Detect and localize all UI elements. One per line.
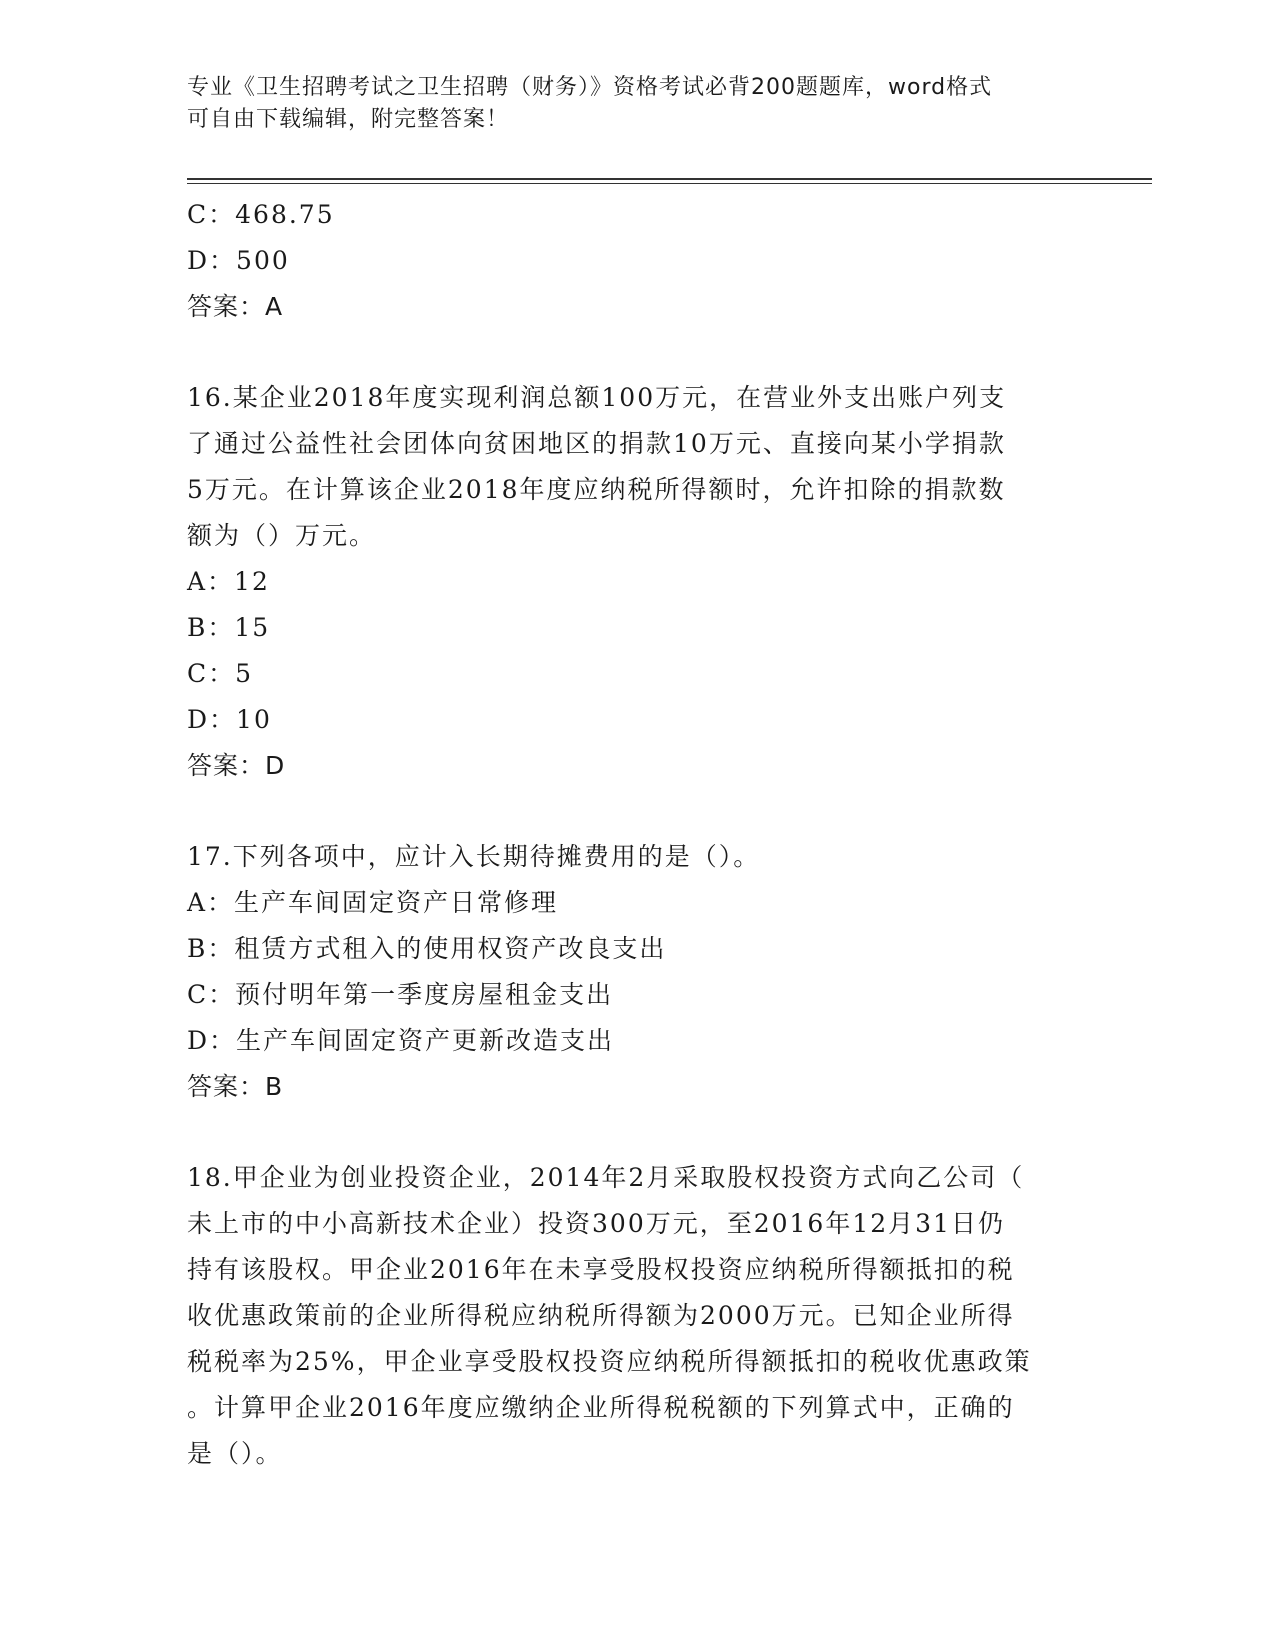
answer-line: 答案：A (187, 292, 284, 321)
question-stem-line: 17.下列各项中，应计入长期待摊费用的是（）。 (187, 842, 761, 871)
question-content (187, 192, 1087, 1477)
header-title-line-1: 专业《卫生招聘考试之卫生招聘（财务）》资格考试必背200题题库，word格式 (187, 75, 993, 100)
option-line: B：租赁方式租入的使用权资产改良支出 (187, 934, 667, 963)
question-stem-line: 是（）。 (187, 1439, 283, 1468)
block-gap (187, 1110, 1087, 1155)
question-stem-line: 未上市的中小高新技术企业）投资300万元，至2016年12月31日仍 (187, 1209, 1005, 1238)
question-stem-line: 了通过公益性社会团体向贫困地区的捐款10万元、直接向某小学捐款 (187, 429, 1006, 458)
header-title-line-2: 可自由下载编辑，附完整答案！ (187, 107, 510, 132)
option-line: A：12 (187, 567, 270, 596)
option-line: D：生产车间固定资产更新改造支出 (187, 1026, 615, 1055)
option-line: D：10 (187, 705, 272, 734)
question-stem-line: 额为（）万元。 (187, 521, 377, 550)
header-divider-thin (187, 183, 1152, 184)
header-divider-thick (187, 178, 1152, 180)
option-line: C：468.75 (187, 200, 335, 229)
option-line: A：生产车间固定资产日常修理 (187, 888, 559, 917)
question-stem-line: 。计算甲企业2016年度应缴纳企业所得税税额的下列算式中，正确的 (187, 1393, 1015, 1422)
answer-line: 答案：D (187, 751, 286, 780)
question-stem-line: 18.甲企业为创业投资企业，2014年2月采取股权投资方式向乙公司（ (187, 1163, 1025, 1192)
question-stem-line: 税税率为25%，甲企业享受股权投资应纳税所得额抵扣的税收优惠政策 (187, 1347, 1032, 1376)
question-stem-line: 收优惠政策前的企业所得税应纳税所得额为2000万元。已知企业所得 (187, 1301, 1015, 1330)
question-16 (187, 375, 1087, 789)
question-17 (187, 834, 1087, 1110)
option-line: C：预付明年第一季度房屋租金支出 (187, 980, 614, 1009)
option-line: C：5 (187, 659, 254, 688)
option-line: B：15 (187, 613, 271, 642)
page-header (187, 72, 1067, 136)
block-gap (187, 330, 1087, 375)
answer-line: 答案：B (187, 1072, 284, 1101)
question-stem-line: 持有该股权。甲企业2016年在未享受股权投资应纳税所得额抵扣的税 (187, 1255, 1015, 1284)
option-line: D：500 (187, 246, 290, 275)
prev-question-block (187, 192, 1087, 330)
block-gap (187, 789, 1087, 834)
question-stem-line: 16.某企业2018年度实现利润总额100万元，在营业外支出账户列支 (187, 383, 1007, 412)
question-stem-line: 5万元。在计算该企业2018年度应纳税所得额时，允许扣除的捐款数 (187, 475, 1006, 504)
question-18 (187, 1155, 1087, 1477)
